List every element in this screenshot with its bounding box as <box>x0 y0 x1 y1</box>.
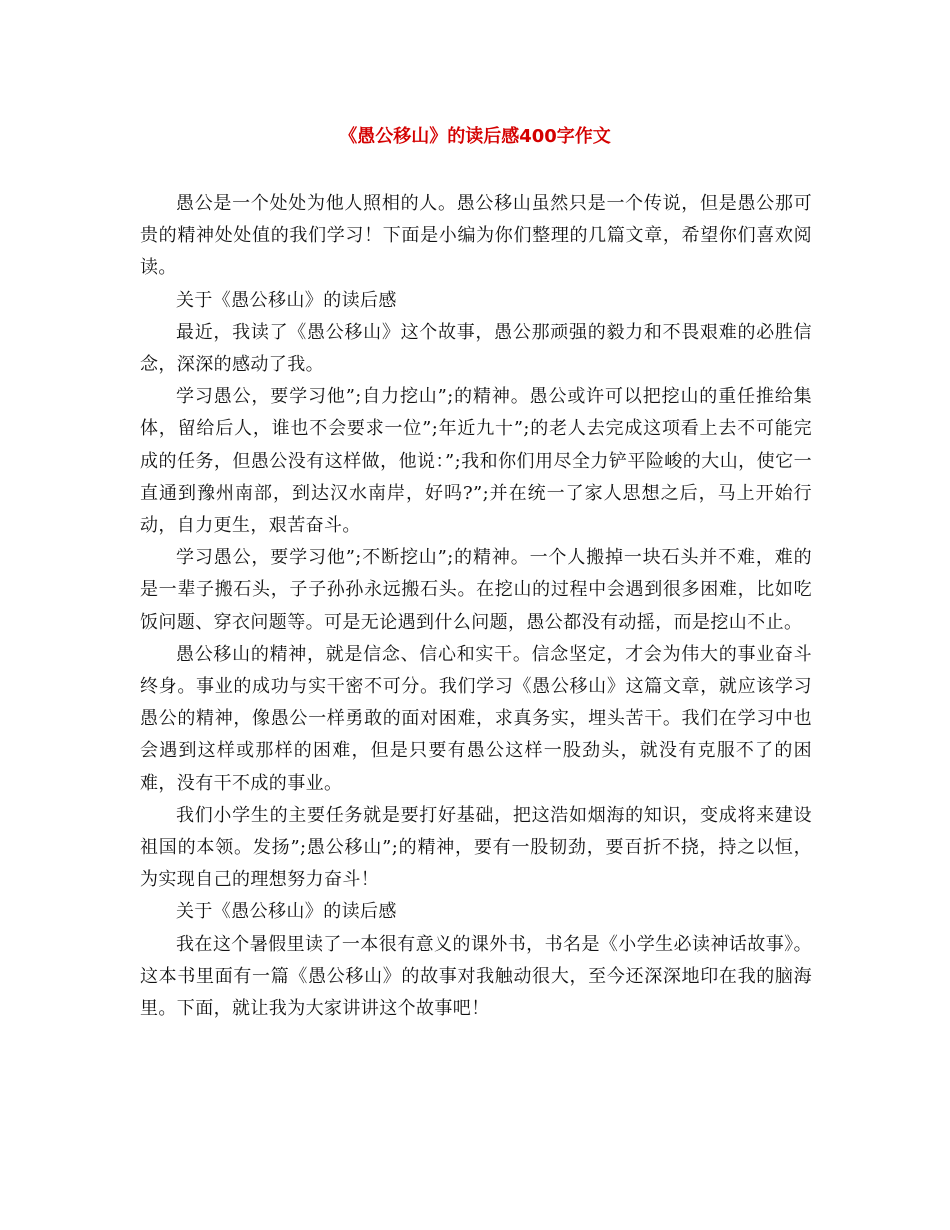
document-body <box>140 188 812 1025</box>
document-title: 《愚公移山》的读后感400字作文 <box>339 126 611 147</box>
body-paragraph: 学习愚公，要学习他”;不断挖山”;的精神。一个人搬掉一块石头并不难，难的是一辈子搬石头，子子孙孙永远搬石头。在挖山的过程中会遇到很多困难，比如吃饭问题、穿衣问题等。可是无论遇到什么问题，愚公都没有动摇，而是挖山不止。 <box>140 547 812 633</box>
body-paragraph: 我们小学生的主要任务就是要打好基础，把这浩如烟海的知识，变成将来建设祖国的本领。发扬”;愚公移山”;的精神，要有一股韧劲，要百折不挠，持之以恒，为实现自己的理想努力奋斗！ <box>140 804 812 891</box>
section-heading: 关于《愚公移山》的读后感 <box>176 901 397 923</box>
body-paragraph: 最近，我读了《愚公移山》这个故事，愚公那顽强的毅力和不畏艰难的必胜信念，深深的感动了我。 <box>140 321 812 376</box>
intro-paragraph: 愚公是一个处处为他人照相的人。愚公移山虽然只是一个传说，但是愚公那可贵的精神处处值的我们学习！下面是小编为你们整理的几篇文章，希望你们喜欢阅读。 <box>140 193 812 279</box>
body-paragraph: 愚公移山的精神，就是信念、信心和实干。信念坚定，才会为伟大的事业奋斗终身。事业的成功与实干密不可分。我们学习《愚公移山》这篇文章，就应该学习愚公的精神，像愚公一样勇敢的面对困难，求真务实，埋头苦干。我们在学习中也会遇到这样或那样的困难，但是只要有愚公这样一股劲头，就没有克服不了的困难，没有干不成的事业。 <box>140 643 812 794</box>
section-heading: 关于《愚公移山》的读后感 <box>176 289 397 311</box>
body-paragraph: 学习愚公，要学习他”;自力挖山”;的精神。愚公或许可以把挖山的重任推给集体，留给后人，谁也不会要求一位”;年近九十”;的老人去完成这项看上去不可能完成的任务，但愚公没有这样做，他说：”;我和你们用尽全力铲平险峻的大山，使它一直通到豫州南部，到达汉水南岸，好吗?”;并在统一了家人思想之后，马上开始行动，自力更生，艰苦奋斗。 <box>140 386 812 537</box>
body-paragraph: 我在这个暑假里读了一本很有意义的课外书，书名是《小学生必读神话故事》。这本书里面有一篇《愚公移山》的故事对我触动很大，至今还深深地印在我的脑海里。下面，就让我为大家讲讲这个故事吧！ <box>140 933 812 1020</box>
